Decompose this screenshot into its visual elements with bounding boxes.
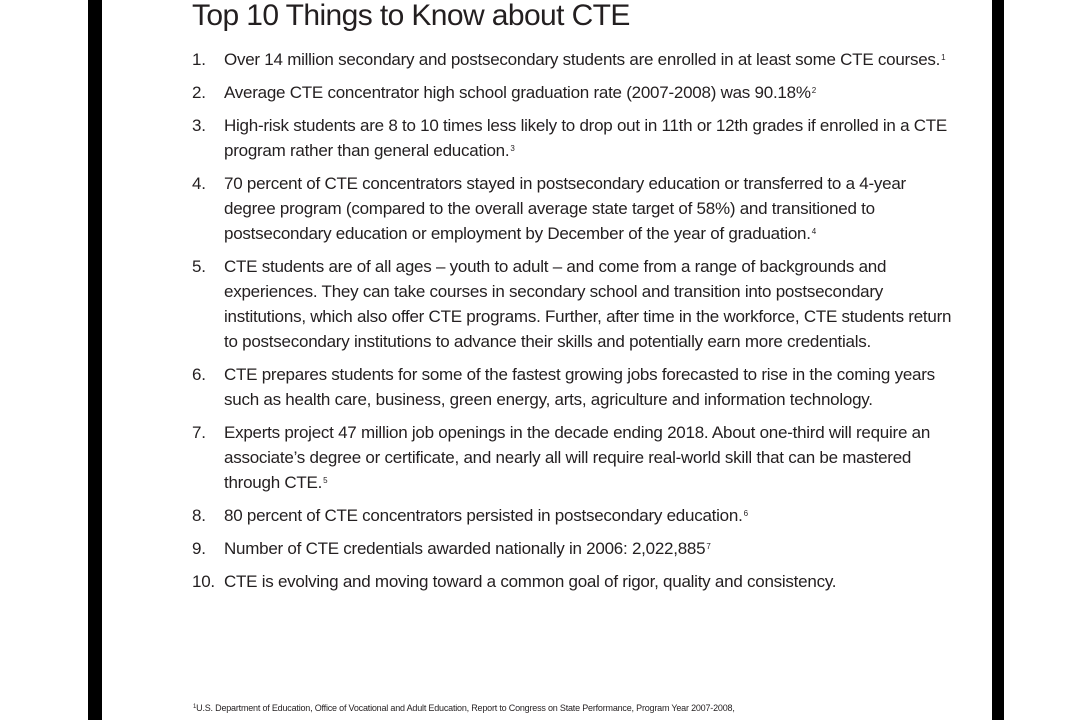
list-item — [192, 536, 952, 561]
item-text: CTE students are of all ages – youth to adult – and come from a range of backgrounds and experiences. They can take courses in secondary school and transition into postsecondary institutions, which also offer CTE programs. Further, after time in the workforce, CTE students return to postsecondary institutions to advance their skills and potentially earn more credentials. — [224, 257, 952, 351]
footnote-ref[interactable]: 4 — [811, 227, 816, 236]
item-text: Number of CTE credentials awarded nationally in 2006: 2,022,885 — [224, 539, 706, 558]
list-item — [192, 47, 952, 72]
list-item — [192, 569, 952, 594]
item-number: 9. — [192, 539, 206, 558]
list-item — [192, 254, 952, 354]
footnote-marker: 1 — [193, 704, 197, 710]
item-text: CTE is evolving and moving toward a common goal of rigor, quality and consistency. — [224, 572, 837, 591]
list-item — [192, 503, 952, 528]
item-text: Over 14 million secondary and postsecondary students are enrolled in at least some CTE courses. — [224, 50, 941, 69]
list-item — [192, 420, 952, 495]
item-text: CTE prepares students for some of the fastest growing jobs forecasted to rise in the coming years such as health care, business, green energy, arts, agriculture and information technology. — [224, 365, 935, 409]
item-text: High-risk students are 8 to 10 times less likely to drop out in 11th or 12th grades if enrolled in a CTE program rather than general education. — [224, 116, 948, 160]
item-number: 3. — [192, 116, 206, 135]
list-item — [192, 171, 952, 246]
list-item — [192, 113, 952, 163]
item-number: 6. — [192, 365, 206, 384]
item-text: 80 percent of CTE concentrators persisted in postsecondary education. — [224, 506, 743, 525]
footnote-ref[interactable]: 3 — [510, 144, 515, 153]
item-number: 2. — [192, 83, 206, 102]
footnote-ref[interactable]: 7 — [706, 542, 711, 551]
item-text: Average CTE concentrator high school graduation rate (2007-2008) was 90.18% — [224, 83, 811, 102]
page-border-left — [88, 0, 102, 720]
list-item — [192, 80, 952, 105]
item-number: 5. — [192, 257, 206, 276]
page-title: Top 10 Things to Know about CTE — [192, 0, 630, 32]
item-number: 4. — [192, 174, 206, 193]
item-text: 70 percent of CTE concentrators stayed in postsecondary education or transferred to a 4-year degree program (compared to the overall average state target of 58%) and transitioned to postsecondary education or employment by December of the year of graduation. — [224, 174, 906, 243]
page-border-right — [992, 0, 1004, 720]
facts-list — [192, 47, 952, 602]
footnote-ref[interactable]: 5 — [323, 476, 328, 485]
footnote-ref[interactable]: 6 — [743, 509, 748, 518]
item-text: Experts project 47 million job openings in the decade ending 2018. About one-third will require an associate’s degree or certificate, and nearly all will require real-world skill that can be mastered through CTE. — [224, 423, 931, 492]
footnote-text: U.S. Department of Education, Office of Vocational and Adult Education, Report to Congress on State Performance, Program Year 2007-2008, — [196, 703, 735, 713]
footnote-ref[interactable]: 2 — [811, 86, 816, 95]
item-number: 8. — [192, 506, 206, 525]
footnote — [192, 703, 735, 714]
item-number: 7. — [192, 423, 206, 442]
footnote-ref[interactable]: 1 — [941, 53, 946, 62]
item-number: 1. — [192, 50, 206, 69]
item-number: 10. — [192, 572, 215, 591]
list-item — [192, 362, 952, 412]
